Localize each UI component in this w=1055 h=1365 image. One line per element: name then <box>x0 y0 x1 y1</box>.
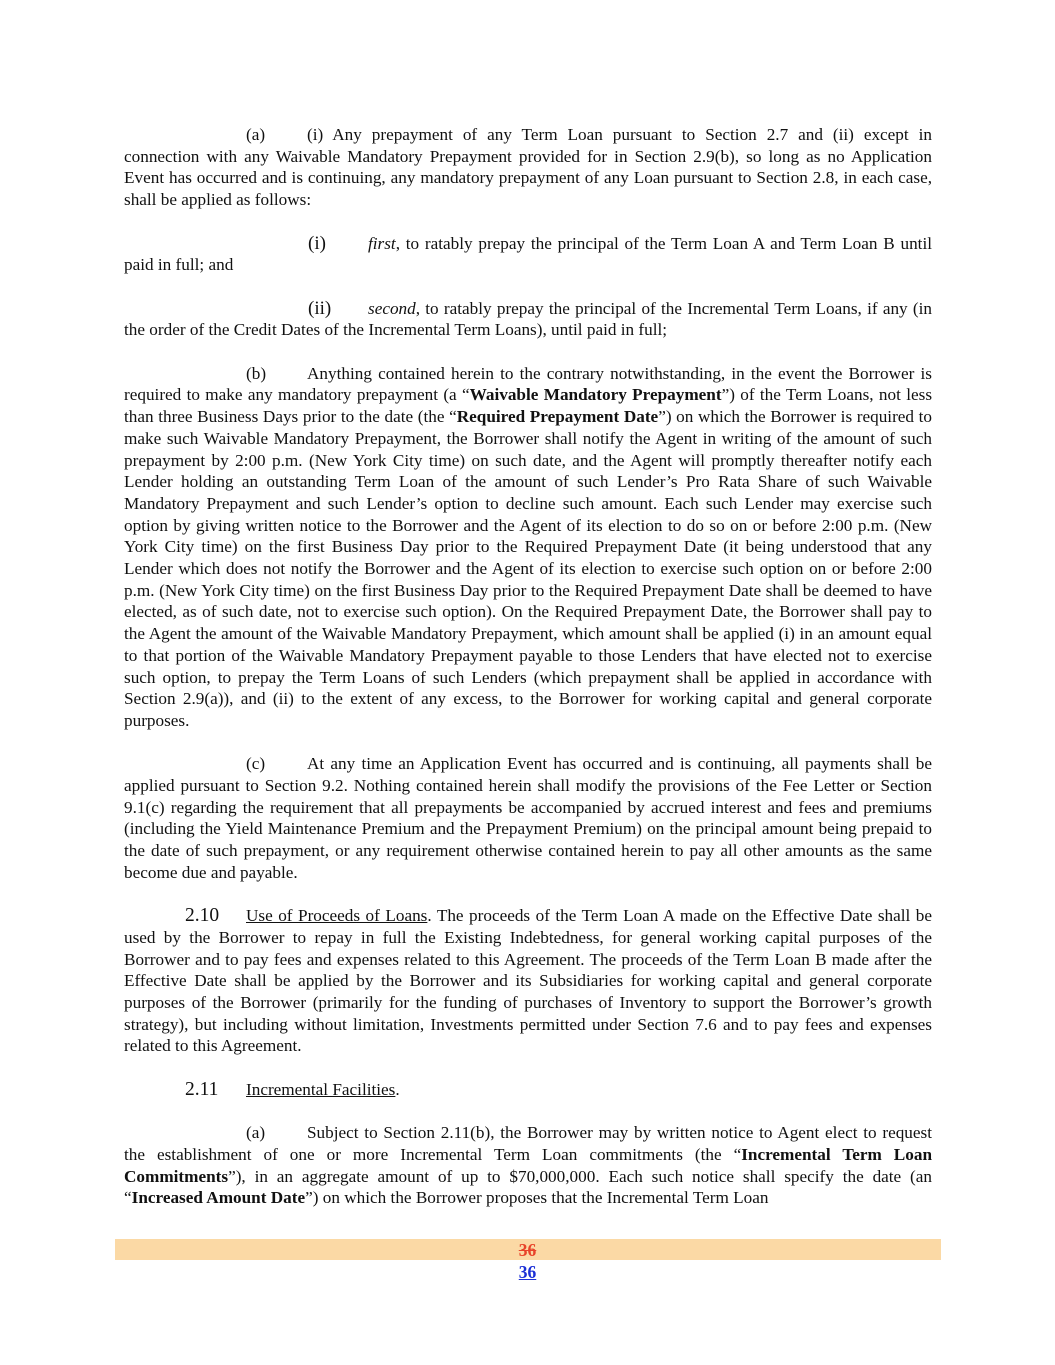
section-2-11-number: 2.11 <box>185 1078 219 1100</box>
section-2-11-title-end: . <box>395 1079 400 1099</box>
subparagraph-ii-text: , to ratably prepay the principal of the Incremental Term Loans, if any (in the order of the Credit Dates of the Incremental Term Loans), until paid in full; <box>124 298 932 340</box>
defined-term-incremental-term-loan-commitments: Incremental Term Loan Commitments <box>124 1144 933 1186</box>
defined-term-required-prepayment-date: Required Prepayment Date <box>456 407 659 427</box>
defined-term-waivable-mandatory-prepayment: Waivable Mandatory Prepayment <box>469 385 722 405</box>
page-number-inserted: 36 <box>518 1262 537 1282</box>
subparagraph-i-text: , to ratably prepay the principal of the Term Loan A and Term Loan B until paid in full; and <box>124 233 932 275</box>
subparagraph-ii-ordinal: second <box>368 298 416 318</box>
paragraph-a <box>124 124 932 211</box>
section-2-11 <box>124 1079 932 1101</box>
subparagraph-i-label: (i) <box>308 232 326 254</box>
section-2-11-a-text-1: Subject to Section 2.11(b), the Borrower may by written notice to Agent elect to request the establishment of one or more Incremental Term Loan commitments (the “ <box>124 1123 932 1164</box>
paragraph-b-label: (b) <box>246 363 267 383</box>
section-2-10 <box>124 905 932 1057</box>
section-2-10-text: . The proceeds of the Term Loan A made on the Effective Date shall be used by the Borrower to repay in full the Existing Indebtedness, for general working capital purposes of the Borrower and to pay fees and expenses related to this Agreement. The proceeds of the Term Loan B made after the Effective Date shall be applied by the Borrower and its Subsidiaries for working capital and general corporate purposes of the Borrower (primarily for the funding of purchases of Inventory to support the Borrower’s growth strategy), but including without limitation, Investments permitted under Section 7.6 and to pay fees and expenses related to this Agreement. <box>124 906 932 1056</box>
paragraph-c-text: At any time an Application Event has occurred and is continuing, all payments shall be applied pursuant to Section 9.2. Nothing contained herein shall modify the provisions of the Fee Letter or Section 9.1(c) regarding the requirement that all prepayments be accompanied by accrued interest and fees and premiums (including the Yield Maintenance Premium and the Prepayment Premium) on the principal amount being prepaid to the date of such prepayment, or any requirement otherwise contained herein to pay all other amounts as the same become due and payable. <box>124 754 932 882</box>
page-number-deleted: 36 <box>518 1240 537 1260</box>
paragraph-b <box>124 363 932 732</box>
section-2-11-a-text-3: ”) on which the Borrower proposes that the Incremental Term Loan <box>305 1188 769 1208</box>
section-2-11-a-label: (a) <box>246 1123 266 1143</box>
section-2-11-title: Incremental Facilities <box>246 1079 396 1099</box>
section-2-10-number: 2.10 <box>185 905 220 927</box>
subparagraph-i <box>124 233 932 276</box>
subparagraph-i-ordinal: first <box>368 233 396 253</box>
defined-term-increased-amount-date: Increased Amount Date <box>131 1188 306 1208</box>
subparagraph-ii <box>124 298 932 341</box>
subparagraph-ii-label: (ii) <box>308 297 332 319</box>
paragraph-b-text-3: ”) on which the Borrower is required to make such Waivable Mandatory Prepayment, the Borrower shall notify the Agent in writing of the amount of such prepayment by 2:00 p.m. (New York City time) on such date, and the Agent will promptly thereafter notify each Lender holding an outstanding Term Loan of the amount of such Lender’s Pro Rata Share of such Waivable Mandatory Prepayment and such Lender’s option to decline such amount. Each such Lender may exercise such option by giving written notice to the Borrower and the Agent of its election to do so on or before 2:00 p.m. (New York City time) on the first Business Day prior to the Required Prepayment Date (it being understood that any Lender which does not notify the Borrower and the Agent of its election to exercise such option on or before 2:00 p.m. (New York City time) on the first Business Day prior to the Required Prepayment Date shall be deemed to have elected, as of such date, not to exercise such option). On the Required Prepayment Date, the Borrower shall pay to the Agent the amount of the Waivable Mandatory Prepayment, which amount shall be applied (i) in an amount equal to that portion of the Waivable Mandatory Prepayment payable to those Lenders that have elected not to exercise such option, to prepay the Term Loans of such Lenders (which prepayment shall be applied in accordance with Section 2.9(a)), and (ii) to the extent of any excess, to the Borrower for working capital and general corporate purposes. <box>124 407 933 730</box>
document-body <box>124 124 932 1209</box>
paragraph-c-label: (c) <box>246 754 266 774</box>
section-2-11-a <box>124 1122 932 1209</box>
paragraph-a-text: (i) Any prepayment of any Term Loan pursuant to Section 2.7 and (ii) except in connection with any Waivable Mandatory Prepayment provided for in Section 2.9(b), so long as no Application Event has occurred and is continuing, any mandatory prepayment of any Loan pursuant to Section 2.8, in each case, shall be applied as follows: <box>124 125 932 210</box>
paragraph-c <box>124 753 932 883</box>
paragraph-b-text-2: ”) of the Term Loans, not less than three Business Days prior to the date (the “ <box>124 385 933 427</box>
section-2-10-title: Use of Proceeds of Loans <box>246 906 428 926</box>
paragraph-b-text-1: Anything contained herein to the contrary notwithstanding, in the event the Borrower is required to make any mandatory prepayment (a “ <box>124 363 932 405</box>
section-2-11-a-text-2: ”), in an aggregate amount of up to $70,000,000. Each such notice shall specify the date (an “ <box>124 1166 932 1208</box>
paragraph-a-label: (a) <box>246 125 266 144</box>
